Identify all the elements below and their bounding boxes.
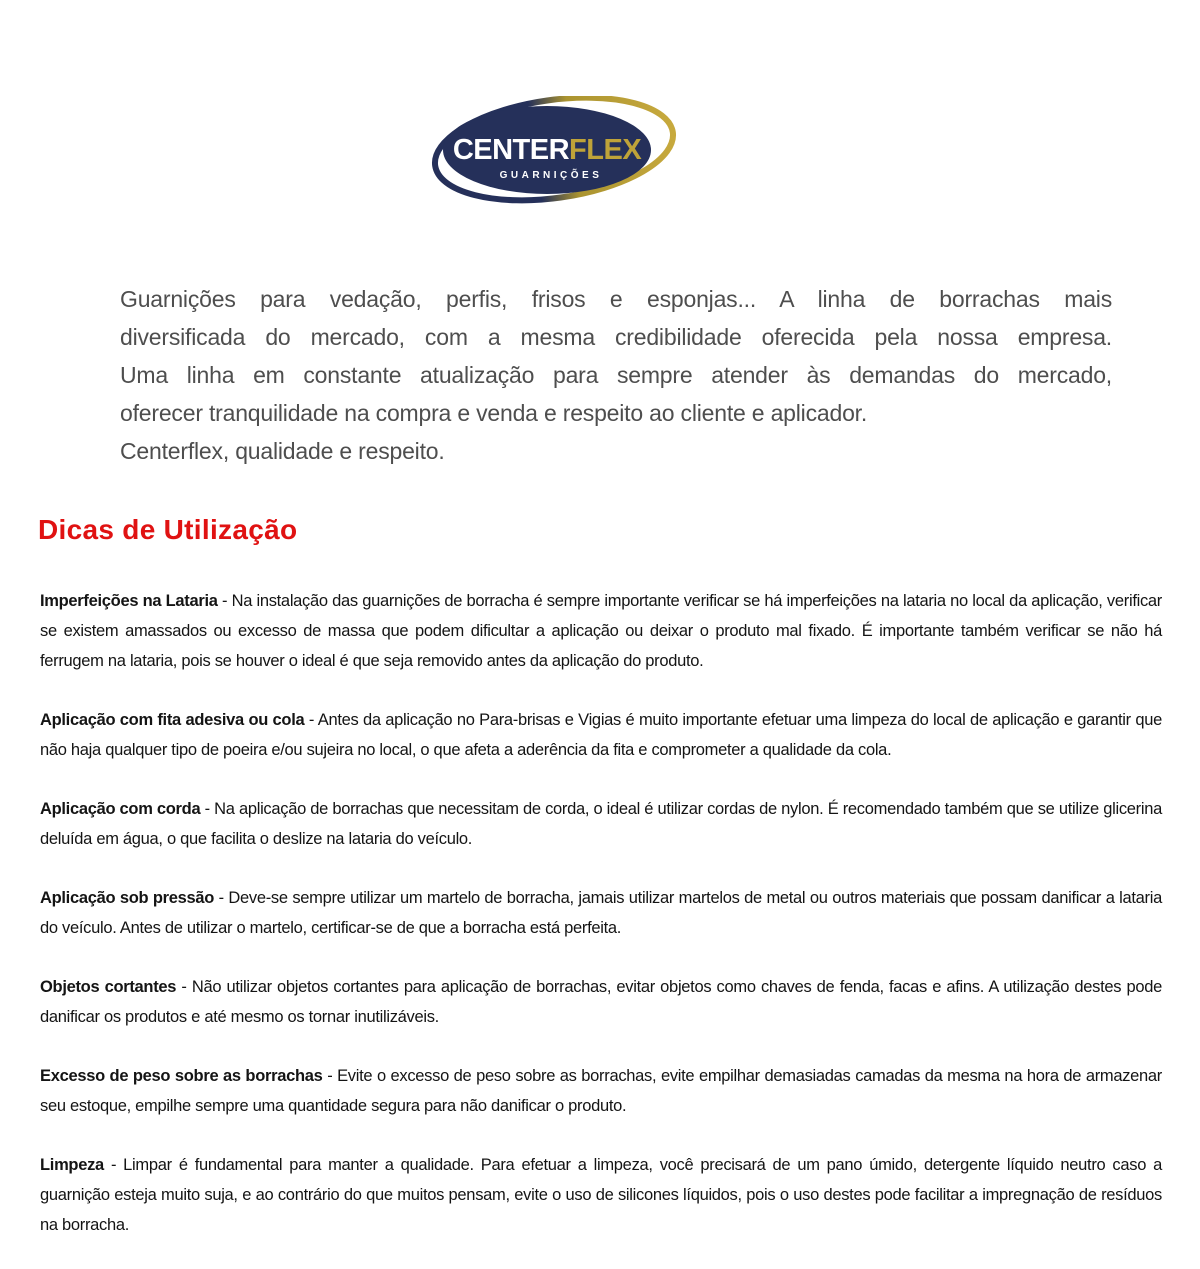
tip-title: Aplicação com fita adesiva ou cola bbox=[40, 711, 305, 729]
logo-wordmark-flex: FLEX bbox=[569, 134, 642, 166]
tip-paragraph bbox=[40, 883, 1162, 943]
tip-body: - Deve-se sempre utilizar um martelo de borracha, jamais utilizar martelos de metal ou outros materiais que possam danificar a lataria do veículo. Antes de utilizar o martelo, certificar-se de que a borracha está perfeita. bbox=[40, 889, 1162, 937]
tip-paragraph bbox=[40, 972, 1162, 1032]
logo-wordmark-center: CENTER bbox=[452, 134, 570, 166]
tip-paragraph bbox=[40, 794, 1162, 854]
centerflex-logo bbox=[428, 96, 678, 204]
intro-line: Guarnições para vedação, perfis, frisos e esponjas... A linha de borrachas mais bbox=[120, 286, 1112, 312]
tip-paragraph bbox=[40, 586, 1162, 676]
tip-title: Aplicação sob pressão bbox=[40, 889, 215, 907]
tip-title: Limpeza bbox=[40, 1156, 104, 1174]
tip-title: Imperfeições na Lataria bbox=[40, 592, 218, 610]
tip-paragraph bbox=[40, 1150, 1162, 1240]
tip-title: Excesso de peso sobre as borrachas bbox=[40, 1067, 323, 1085]
centerflex-logo-image bbox=[428, 96, 678, 204]
intro-line: diversificada do mercado, com a mesma credibilidade oferecida pela nossa empresa. bbox=[120, 324, 1112, 350]
intro-paragraph bbox=[120, 280, 1112, 470]
section-title: Dicas de Utilização bbox=[38, 514, 298, 545]
tip-paragraph bbox=[40, 1061, 1162, 1121]
logo-wordmark bbox=[453, 134, 643, 166]
tip-title: Aplicação com corda bbox=[40, 800, 201, 818]
tip-body: - Na instalação das guarnições de borracha é sempre importante verificar se há imperfeições na lataria no local da aplicação, verificar se existem amassados ou excesso de massa que podem dificultar a aplicação ou deixar o produto mal fixado. É importante também verificar se não há ferrugem na lataria, pois se houver o ideal é que seja removido antes da aplicação do produto. bbox=[40, 592, 1162, 670]
intro-line: Centerflex, qualidade e respeito. bbox=[120, 438, 445, 464]
tips-list bbox=[40, 586, 1162, 1269]
tip-body: - Limpar é fundamental para manter a qualidade. Para efetuar a limpeza, você precisará de um pano úmido, detergente líquido neutro caso a guarnição esteja muito suja, e ao contrário do que muitos pensam, evite o uso de silicones líquidos, pois o uso destes pode facilitar a impregnação de resíduos na borracha. bbox=[40, 1156, 1162, 1234]
logo-subtitle: GUARNIÇÕES bbox=[499, 170, 603, 181]
tip-body: - Não utilizar objetos cortantes para aplicação de borrachas, evitar objetos como chaves de fenda, facas e afins. A utilização destes pode danificar os produtos e até mesmo os tornar inutilizáveis. bbox=[40, 978, 1162, 1026]
intro-line: oferecer tranquilidade na compra e venda e respeito ao cliente e aplicador. bbox=[120, 400, 868, 426]
tip-paragraph bbox=[40, 705, 1162, 765]
tip-body: - Evite o excesso de peso sobre as borrachas, evite empilhar demasiadas camadas da mesma na hora de armazenar seu estoque, empilhe sempre uma quantidade segura para não danificar o produto. bbox=[40, 1067, 1162, 1115]
tip-title: Objetos cortantes bbox=[40, 978, 177, 996]
intro-line: Uma linha em constante atualização para sempre atender às demandas do mercado, bbox=[120, 362, 1112, 388]
tip-body: - Na aplicação de borrachas que necessitam de corda, o ideal é utilizar cordas de nylon. É recomendado também que se utilize glicerina deluída em água, o que facilita o deslize na lataria do veículo. bbox=[40, 800, 1162, 848]
tip-body: - Antes da aplicação no Para-brisas e Vigias é muito importante efetuar uma limpeza do local de aplicação e garantir que não haja qualquer tipo de poeira e/ou sujeira no local, o que afeta a aderência da fita e comprometer a qualidade da cola. bbox=[40, 711, 1162, 759]
